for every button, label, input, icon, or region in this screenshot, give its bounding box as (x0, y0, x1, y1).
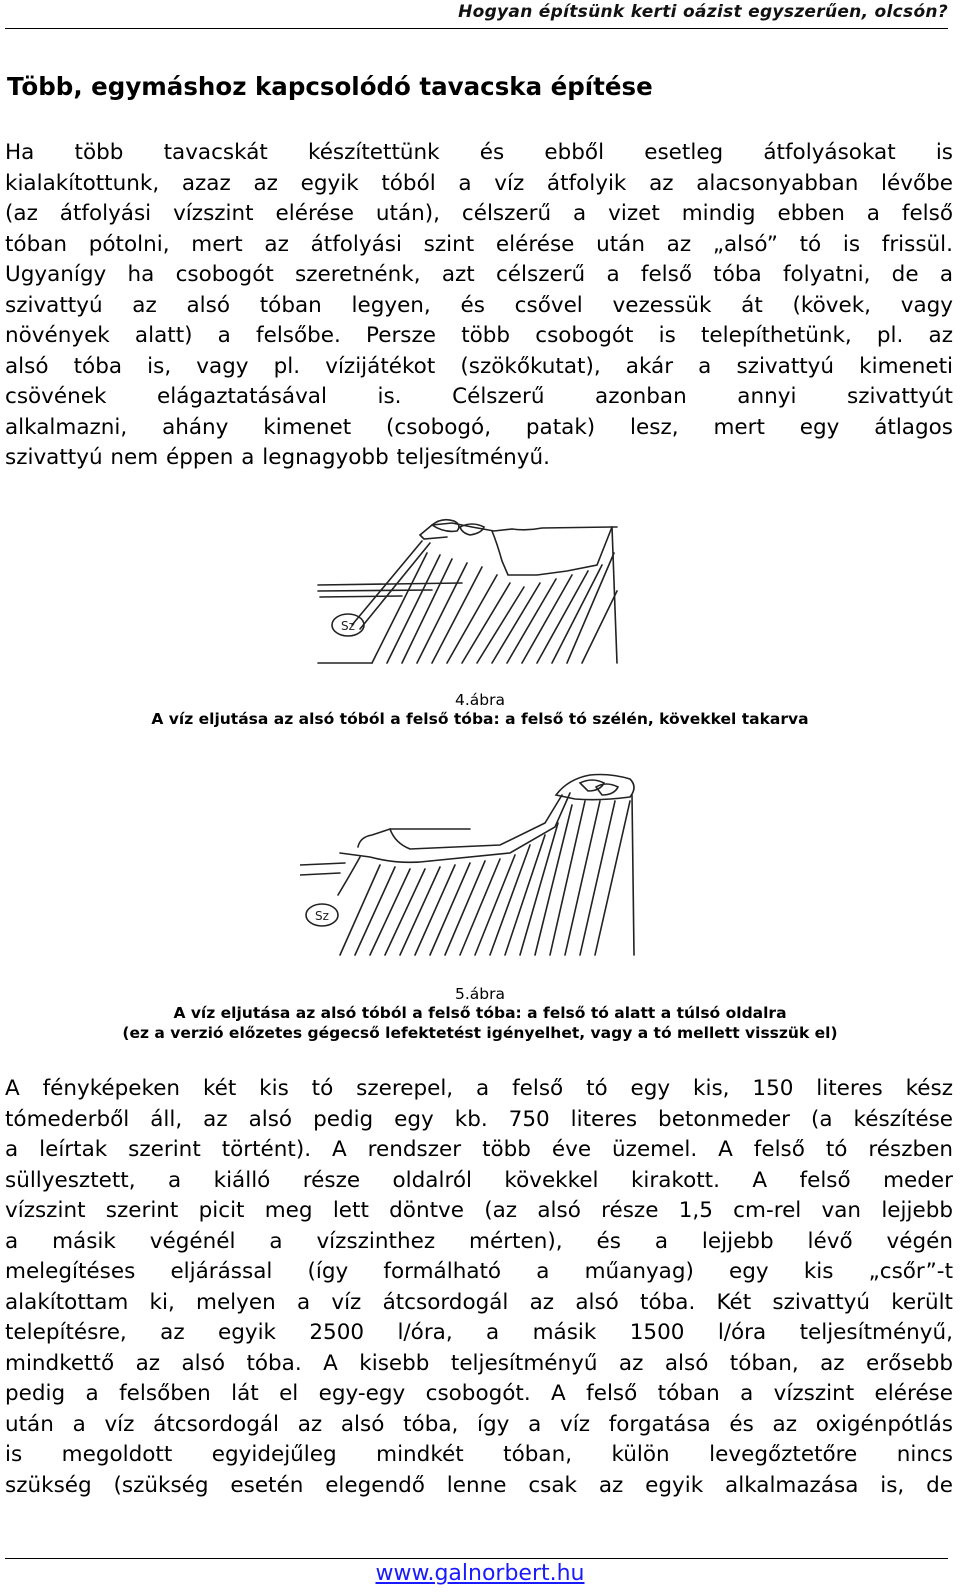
text-line: szivattyú nem éppen a legnagyobb teljesítményű. (5, 445, 550, 470)
text-line: pedig a felsőben lát el egy-egy csobogót. A felső tóban a vízszint elérése (5, 1381, 953, 1406)
figure-4-sketch (312, 513, 652, 673)
footer-website-link[interactable]: www.galnorbert.hu (375, 1561, 585, 1586)
figure-5-caption: A víz eljutása az alsó tóból a felső tóba: a felső tó alatt a túlsó oldalra (173, 1004, 787, 1022)
text-line: alkalmazni, ahány kimenet (csobogó, patak) lesz, mert egy átlagos (5, 414, 953, 440)
text-line: tómederből áll, az alsó pedig egy kb. 750 literes betonmeder (a készítése (5, 1106, 953, 1132)
text-line: is megoldott egyidejűleg mindkét tóban, külön levegőztetőre nincs (5, 1442, 953, 1467)
paragraph-1 (5, 138, 953, 474)
text-line: mindkettő az alsó tóba. A kisebb teljesítményű az alsó tóban, az erősebb (5, 1350, 953, 1376)
pump-label: Sz (315, 909, 329, 923)
text-line: alakítottam ki, melyen a víz átcsordogál az alsó tóba. Két szivattyú került (5, 1289, 953, 1315)
text-line: Ugyanígy ha csobogót szeretnénk, azt célszerű a felső tóba folyatni, de a (5, 262, 953, 287)
text-line: Ha több tavacskát készítettünk és ebből esetleg átfolyásokat is (5, 140, 953, 165)
figure-5-number: 5.ábra (455, 985, 505, 1003)
text-line: alsó tóba is, vagy pl. vízijátékot (szökőkutat), akár a szivattyú kimeneti (5, 353, 953, 379)
text-line: a leírtak szerint történt). A rendszer több éve üzemel. A felső tó részben (5, 1137, 953, 1162)
text-line: után a víz átcsordogál az alsó tóba, így a víz forgatása és az oxigénpótlás (5, 1411, 953, 1437)
text-line: szükség (szükség esetén elegendő lenne csak az egyik alkalmazása is, de (5, 1472, 953, 1498)
footer-divider (5, 1558, 948, 1559)
text-line: csövének elágaztatásával is. Célszerű azonban annyi szivattyút (5, 384, 953, 409)
header-divider (5, 28, 948, 29)
figure-5-sketch (300, 765, 640, 965)
section-title: Több, egymáshoz kapcsolódó tavacska építése (7, 72, 653, 101)
text-line: szivattyú az alsó tóban legyen, és csővel vezessük át (kövek, vagy (5, 292, 953, 318)
figure-5-caption-note: (ez a verzió előzetes gégecső lefektetést igényelhet, vagy a tó mellett visszük el) (122, 1024, 838, 1042)
text-line: süllyesztett, a kiálló része oldalról kövekkel kirakott. A felső meder (5, 1167, 953, 1193)
text-line: (az átfolyási vízszint elérése után), célszerű a vizet mindig ebben a felső (5, 201, 953, 226)
text-line: A fényképeken két kis tó szerepel, a felső tó egy kis, 150 literes kész (5, 1076, 953, 1101)
figure-4-number: 4.ábra (455, 691, 505, 709)
text-line: melegítéses eljárással (így formálható a műanyag) egy kis „csőr”-t (5, 1259, 953, 1284)
pump-label: Sz (341, 619, 355, 633)
text-line: a másik végénél a vízszinthez mérten), és a lejjebb lévő végén (5, 1228, 953, 1254)
text-line: telepítésre, az egyik 2500 l/óra, a másik 1500 l/óra teljesítményű, (5, 1320, 953, 1345)
text-line: növények alatt) a felsőbe. Persze több csobogót is telepíthetünk, pl. az (5, 323, 953, 348)
page-header-title: Hogyan építsünk kerti oázist egyszerűen, olcsón? (458, 2, 948, 22)
text-line: vízszint szerint picit meg lett döntve (az alsó része 1,5 cm-rel van lejjebb (5, 1198, 953, 1223)
text-line: kialakítottunk, azaz az egyik tóból a víz átfolyik az alacsonyabban lévőbe (5, 170, 953, 196)
figure-4-caption: A víz eljutása az alsó tóból a felső tóba: a felső tó szélén, kövekkel takarva (151, 710, 809, 728)
text-line: tóban pótolni, mert az átfolyási szint elérése után az „alsó” tó is frissül. (5, 231, 953, 257)
paragraph-2 (5, 1074, 953, 1501)
